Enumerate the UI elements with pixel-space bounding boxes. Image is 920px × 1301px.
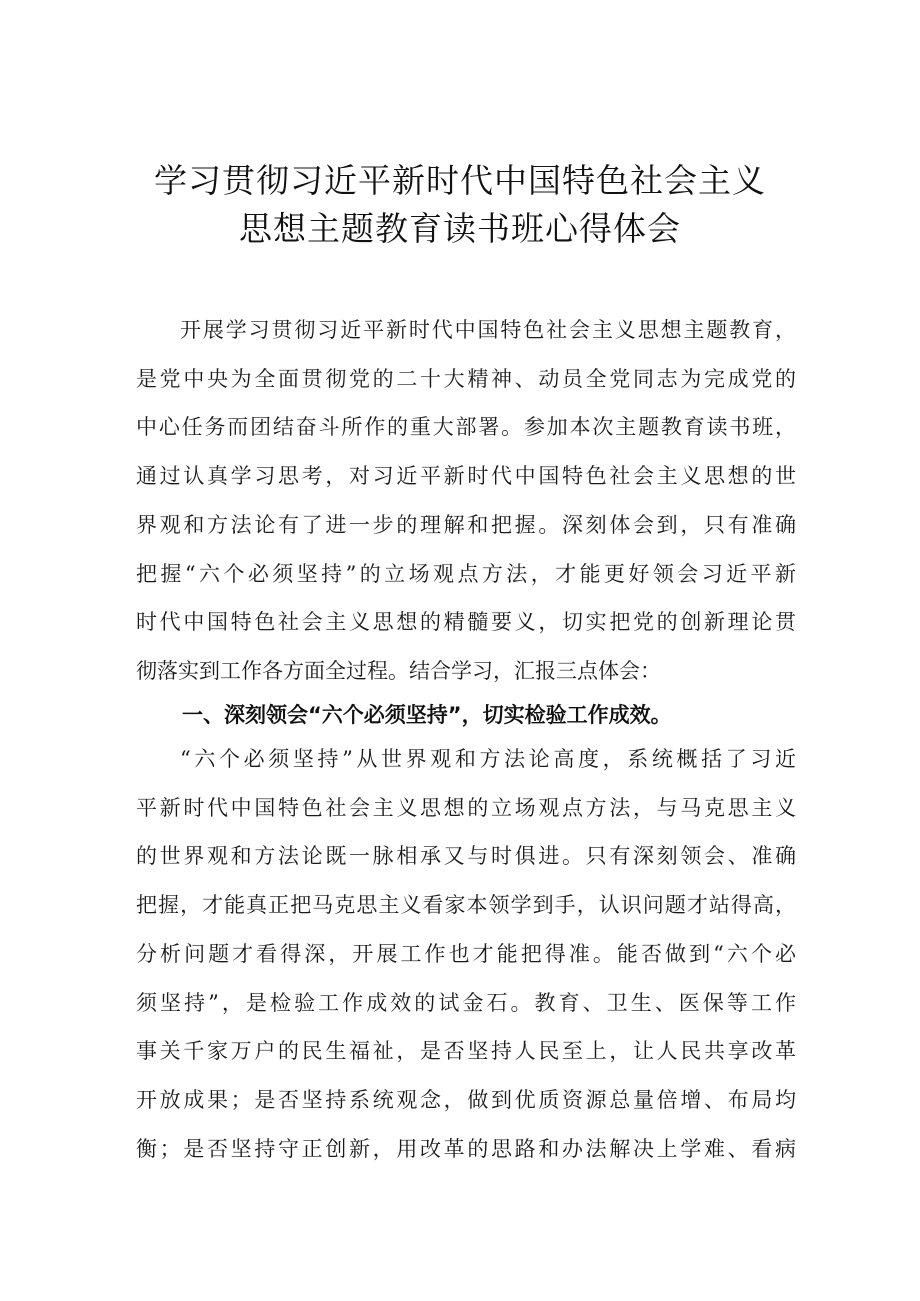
paragraph-line: 平新时代中国特色社会主义思想的立场观点方法，与马克思主义 <box>136 795 796 820</box>
paragraph-intro <box>136 306 796 696</box>
section-heading-1: 一、深刻领会“六个必须坚持”，切实检验工作成效。 <box>182 703 672 727</box>
paragraph-line: 中心任务而团结奋斗所作的重大部署。参加本次主题教育读书班， <box>136 415 796 440</box>
document-title-line-2: 思想主题教育读书班心得体会 <box>239 209 681 248</box>
paragraph-line: 彻落实到工作各方面全过程。结合学习，汇报三点体会： <box>136 658 661 683</box>
paragraph-line: 事关千家万户的民生福祉，是否坚持人民至上，让人民共享改革 <box>136 1039 796 1064</box>
paragraph-line: “六个必须坚持”从世界观和方法论高度，系统概括了习近 <box>180 747 796 771</box>
paragraph-line: 界观和方法论有了进一步的理解和把握。深刻体会到，只有准确 <box>136 512 796 537</box>
paragraph-line: 分析问题才看得深，开展工作也才能把得准。能否做到“六个必 <box>136 941 796 966</box>
paragraph-line: 开放成果；是否坚持系统观念，做到优质资源总量倍增、布局均 <box>136 1087 796 1112</box>
paragraph-line: 把握，才能真正把马克思主义看家本领学到手，认识问题才站得高， <box>136 893 796 918</box>
paragraph-line: 开展学习贯彻习近平新时代中国特色社会主义思想主题教育， <box>180 318 796 342</box>
paragraph-section-1 <box>136 735 796 1173</box>
document-title-line-1: 学习贯彻习近平新时代中国特色社会主义 <box>154 161 766 200</box>
paragraph-line: 是党中央为全面贯彻党的二十大精神、动员全党同志为完成党的 <box>136 366 796 391</box>
paragraph-line: 把握“六个必须坚持”的立场观点方法，才能更好领会习近平新 <box>136 561 796 586</box>
paragraph-line: 须坚持”，是检验工作成效的试金石。教育、卫生、医保等工作 <box>136 990 796 1015</box>
paragraph-line: 时代中国特色社会主义思想的精髓要义，切实把党的创新理论贯 <box>136 610 796 635</box>
paragraph-line: 通过认真学习思考，对习近平新时代中国特色社会主义思想的世 <box>136 464 796 489</box>
paragraph-line: 衡；是否坚持守正创新，用改革的思路和办法解决上学难、看病 <box>136 1136 796 1161</box>
paragraph-line: 的世界观和方法论既一脉相承又与时俱进。只有深刻领会、准确 <box>136 844 796 869</box>
